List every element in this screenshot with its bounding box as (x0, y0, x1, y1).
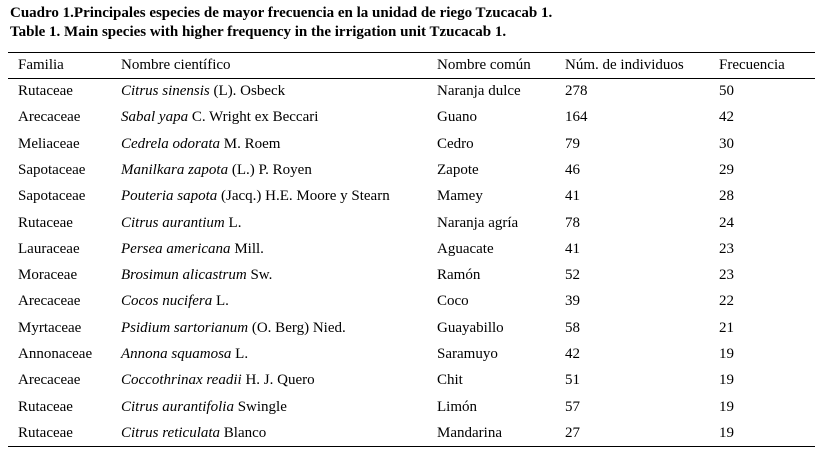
cell-num-individuos: 58 (565, 319, 580, 336)
table-row (0, 183, 832, 209)
table-row (0, 288, 832, 314)
header-familia: Familia (18, 57, 64, 73)
cell-num-individuos: 57 (565, 398, 580, 415)
cell-nombre-comun: Zapote (437, 161, 479, 178)
cell-familia: Sapotaceae (18, 188, 86, 205)
table-row (0, 236, 832, 262)
cell-num-individuos: 46 (565, 161, 580, 178)
species-author: L. (224, 214, 242, 231)
species-author: Mill. (230, 240, 264, 257)
species-name: Citrus sinensis (121, 83, 210, 99)
cell-familia: Rutaceae (18, 83, 73, 99)
cell-frecuencia: 19 (719, 346, 734, 362)
cell-familia: Rutaceae (18, 398, 73, 415)
species-name: Citrus aurantifolia (121, 398, 234, 415)
cell-num-individuos: 52 (565, 267, 580, 284)
cell-nombre-cientifico (121, 341, 248, 367)
header-frecuencia: Frecuencia (719, 57, 785, 73)
cell-familia: Rutaceae (18, 424, 73, 441)
cell-nombre-comun: Mandarina (437, 424, 502, 441)
cell-nombre-cientifico (121, 131, 280, 157)
cell-nombre-cientifico (121, 420, 266, 446)
table-row (0, 157, 832, 183)
cell-nombre-cientifico (121, 262, 272, 288)
cell-frecuencia: 19 (719, 424, 734, 441)
species-author: M. Roem (220, 135, 281, 152)
cell-nombre-comun: Naranja dulce (437, 83, 521, 99)
cell-num-individuos: 39 (565, 293, 580, 310)
species-name: Brosimun alicastrum (121, 267, 247, 284)
cell-num-individuos: 78 (565, 214, 580, 231)
table-header-row (0, 52, 832, 78)
table-caption (10, 4, 552, 42)
cell-nombre-cientifico (121, 78, 285, 104)
species-author: L. (212, 293, 229, 310)
species-author: L. (231, 346, 249, 362)
caption-spanish: Cuadro 1.Principales especies de mayor frecuencia en la unidad de riego Tzucacab 1. (10, 5, 553, 21)
cell-frecuencia: 19 (719, 398, 734, 415)
cell-num-individuos: 42 (565, 346, 580, 362)
cell-nombre-comun: Coco (437, 293, 469, 310)
cell-nombre-cientifico (121, 104, 318, 130)
cell-nombre-comun: Naranja agría (437, 214, 519, 231)
species-author: Blanco (220, 424, 267, 441)
caption-english: Table 1. Main species with higher frequency in the irrigation unit Tzucacab 1. (10, 24, 507, 40)
cell-frecuencia: 28 (719, 188, 734, 205)
cell-nombre-cientifico (121, 367, 315, 393)
cell-num-individuos: 27 (565, 424, 580, 441)
cell-familia: Moraceae (18, 267, 78, 284)
cell-nombre-comun: Mamey (437, 188, 483, 205)
cell-nombre-cientifico (121, 288, 229, 314)
cell-frecuencia: 19 (719, 372, 734, 389)
table-row (0, 131, 832, 157)
species-name: Citrus aurantium (121, 214, 225, 231)
cell-num-individuos: 41 (565, 188, 580, 205)
species-name: Pouteria sapota (121, 188, 218, 205)
cell-frecuencia: 24 (719, 214, 734, 231)
cell-nombre-comun: Cedro (437, 135, 474, 152)
cell-frecuencia: 50 (719, 83, 734, 99)
cell-num-individuos: 164 (565, 109, 588, 126)
cell-familia: Arecaceae (18, 372, 81, 389)
species-author: (Jacq.) H.E. Moore y Stearn (217, 188, 390, 205)
cell-frecuencia: 42 (719, 109, 734, 126)
cell-nombre-cientifico (121, 315, 346, 341)
cell-familia: Lauraceae (18, 240, 80, 257)
cell-nombre-cientifico (121, 394, 287, 420)
table-row (0, 210, 832, 236)
cell-num-individuos: 79 (565, 135, 580, 152)
table-row (0, 394, 832, 420)
cell-familia: Arecaceae (18, 109, 81, 126)
species-name: Cocos nucifera (121, 293, 213, 310)
species-name: Persea americana (121, 240, 231, 257)
species-name: Coccothrinax readii (121, 372, 242, 389)
cell-nombre-comun: Ramón (437, 267, 481, 284)
species-name: Psidium sartorianum (121, 319, 249, 336)
table-row (0, 420, 832, 446)
cell-num-individuos: 278 (565, 83, 588, 99)
species-author: (O. Berg) Nied. (248, 319, 346, 336)
table-row (0, 104, 832, 130)
species-author: Swingle (233, 398, 287, 415)
header-num-individuos: Núm. de individuos (565, 57, 684, 73)
cell-nombre-cientifico (121, 183, 390, 209)
cell-familia: Meliaceae (18, 135, 80, 152)
table-row (0, 315, 832, 341)
cell-frecuencia: 23 (719, 267, 734, 284)
cell-familia: Annonaceae (18, 346, 93, 362)
species-author: C. Wright ex Beccari (188, 109, 319, 126)
cell-num-individuos: 51 (565, 372, 580, 389)
table-bottom-rule (8, 446, 815, 447)
cell-nombre-comun: Aguacate (437, 240, 494, 257)
cell-nombre-cientifico (121, 210, 241, 236)
cell-familia: Sapotaceae (18, 161, 86, 178)
species-name: Citrus reticulata (121, 424, 221, 441)
table-row (0, 262, 832, 288)
header-nombre-comun: Nombre común (437, 57, 531, 73)
cell-nombre-cientifico (121, 236, 264, 262)
species-author: (L.) P. Royen (228, 161, 312, 178)
cell-frecuencia: 30 (719, 135, 734, 152)
cell-num-individuos: 41 (565, 240, 580, 257)
cell-familia: Myrtaceae (18, 319, 82, 336)
cell-familia: Arecaceae (18, 293, 81, 310)
cell-frecuencia: 21 (719, 319, 734, 336)
cell-nombre-cientifico (121, 157, 312, 183)
header-nombre-cientifico: Nombre científico (121, 57, 231, 73)
species-name: Manilkara zapota (121, 161, 229, 178)
species-author: Sw. (246, 267, 273, 284)
cell-nombre-comun: Guano (437, 109, 477, 126)
cell-frecuencia: 29 (719, 161, 734, 178)
species-name: Annona squamosa (121, 346, 232, 362)
table-row (0, 367, 832, 393)
species-name: Cedrela odorata (121, 135, 221, 152)
table-row (0, 341, 832, 367)
cell-nombre-comun: Chit (437, 372, 463, 389)
cell-frecuencia: 22 (719, 293, 734, 310)
cell-frecuencia: 23 (719, 240, 734, 257)
species-author: H. J. Quero (241, 372, 315, 389)
cell-nombre-comun: Guayabillo (437, 319, 504, 336)
table-row (0, 78, 832, 104)
species-name: Sabal yapa (121, 109, 189, 126)
cell-nombre-comun: Saramuyo (437, 346, 498, 362)
cell-familia: Rutaceae (18, 214, 73, 231)
cell-nombre-comun: Limón (437, 398, 477, 415)
species-author: (L). Osbeck (209, 83, 286, 99)
